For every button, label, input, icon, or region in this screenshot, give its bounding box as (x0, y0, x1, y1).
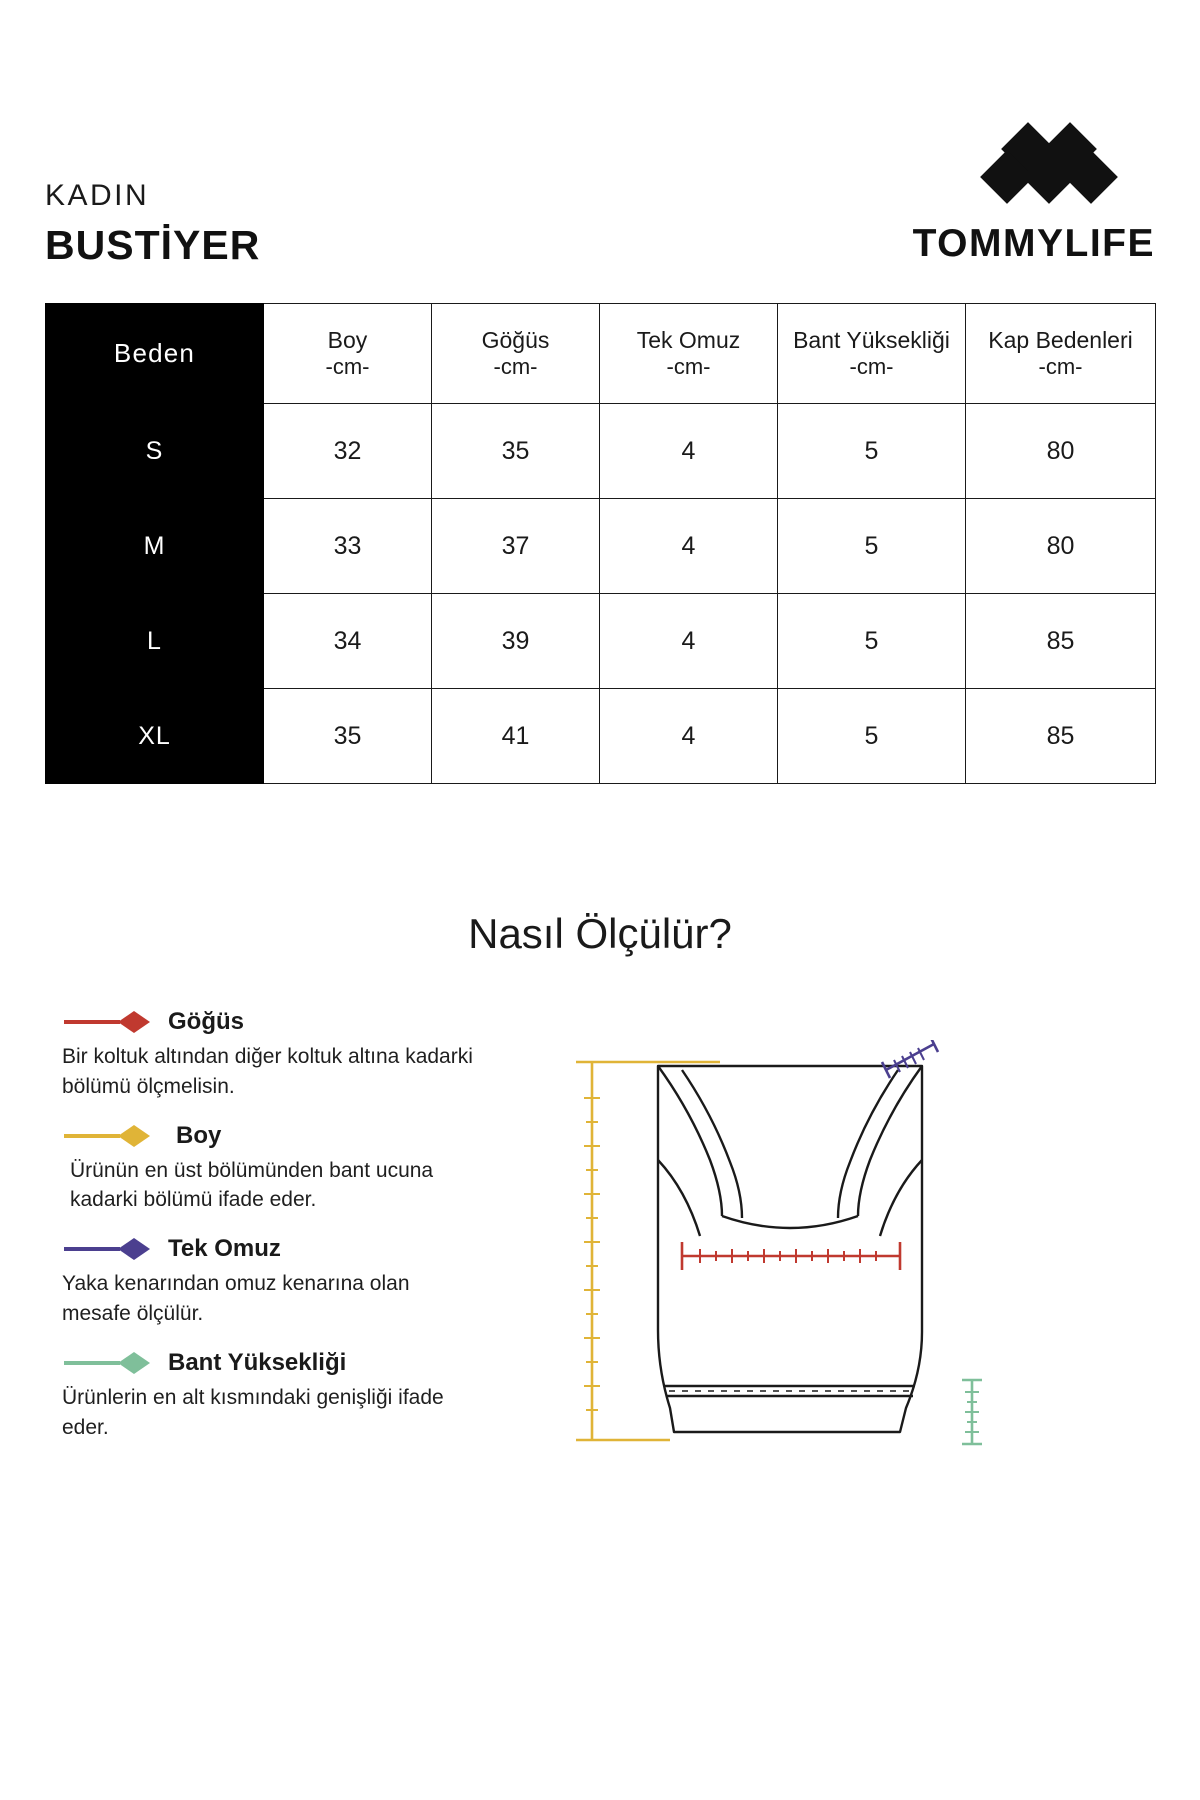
col-label: Göğüs (481, 326, 550, 353)
size-table (45, 303, 1156, 784)
four-diamonds-logo-icon (939, 128, 1129, 206)
legend-description: Bir koltuk altından diğer koltuk altına kadarki bölümü ölçmelisin. (62, 1045, 473, 1098)
cell-gogus: 35 (432, 404, 600, 499)
col-unit: -cm- (493, 354, 538, 380)
table-header-kap-bedenleri (966, 304, 1156, 404)
cell-kap: 85 (966, 689, 1156, 784)
bant-yuksekligi-ruler (962, 1380, 982, 1444)
legend-description: Yaka kenarından omuz kenarına olan mesafe ölçülür. (62, 1272, 410, 1326)
gogus-horizontal-ruler (682, 1242, 900, 1270)
arrow-diamond-icon (62, 1350, 158, 1376)
title-block (45, 181, 260, 266)
col-label: Kap Bedenleri (988, 326, 1133, 353)
legend-item-tek-omuz (62, 1235, 582, 1329)
cell-size: L (46, 594, 264, 689)
cell-size: S (46, 404, 264, 499)
legend-description: Ürünlerin en alt kısmındaki genişliği ifade eder. (62, 1385, 444, 1439)
col-unit: -cm- (849, 354, 894, 380)
cell-bant: 5 (778, 404, 966, 499)
brand-name: TOMMYLIFE (912, 222, 1155, 265)
legend-label: Göğüs (168, 1008, 244, 1035)
table-header-row (46, 304, 1156, 404)
cell-bant: 5 (778, 594, 966, 689)
table-header-beden: Beden (46, 304, 264, 404)
product-title: BUSTİYER (45, 222, 261, 268)
cell-bant: 5 (778, 689, 966, 784)
cell-size: XL (46, 689, 264, 784)
cell-boy: 35 (264, 689, 432, 784)
how-to-measure-title: Nasıl Ölçülür? (468, 910, 732, 957)
cell-gogus: 37 (432, 499, 600, 594)
legend-item-boy (62, 1122, 582, 1216)
garment-svg (570, 1040, 1130, 1520)
arrow-diamond-icon (62, 1009, 158, 1035)
legend-label: Boy (176, 1121, 222, 1149)
sports-bra-measurement-diagram (570, 1040, 1130, 1520)
cell-gogus: 41 (432, 689, 600, 784)
arrow-diamond-icon (62, 1123, 158, 1149)
table-header-gogus (432, 304, 600, 404)
legend-item-gogus (62, 1008, 582, 1102)
tek-omuz-ruler (882, 1040, 938, 1078)
legend-label: Bant Yüksekliği (168, 1348, 347, 1376)
legend-head (62, 1122, 582, 1150)
legend-head (62, 1008, 582, 1036)
cell-bant: 5 (778, 499, 966, 594)
cell-kap: 80 (966, 404, 1156, 499)
cell-boy: 33 (264, 499, 432, 594)
legend-item-bant-yuksekligi (62, 1349, 582, 1443)
cell-boy: 34 (264, 594, 432, 689)
table-header-bant-yuksekligi (778, 304, 966, 404)
boy-vertical-ruler (576, 1062, 720, 1440)
arrow-diamond-icon (62, 1236, 158, 1262)
table-row (46, 689, 1156, 784)
document-header (45, 128, 1155, 266)
col-unit: -cm- (325, 354, 370, 380)
legend-head (62, 1235, 582, 1263)
col-label: Tek Omuz (636, 326, 741, 353)
table-row (46, 594, 1156, 689)
col-unit: -cm- (1038, 354, 1083, 380)
cell-tek-omuz: 4 (600, 594, 778, 689)
col-label: Bant Yüksekliği (793, 326, 950, 353)
table-row (46, 499, 1156, 594)
legend-head (62, 1349, 582, 1377)
cell-kap: 80 (966, 499, 1156, 594)
brand-block (913, 128, 1155, 266)
cell-kap: 85 (966, 594, 1156, 689)
size-table-wrapper (45, 303, 1155, 784)
cell-size: M (46, 499, 264, 594)
cell-tek-omuz: 4 (600, 404, 778, 499)
cell-boy: 32 (264, 404, 432, 499)
cell-tek-omuz: 4 (600, 499, 778, 594)
table-row (46, 404, 1156, 499)
legend-label: Tek Omuz (168, 1235, 281, 1263)
col-unit: -cm- (666, 354, 711, 380)
cell-tek-omuz: 4 (600, 689, 778, 784)
garment-outline (658, 1066, 922, 1432)
measure-legend (62, 1008, 582, 1463)
cell-gogus: 39 (432, 594, 600, 689)
table-header-boy (264, 304, 432, 404)
category-title: KADIN (45, 179, 150, 212)
legend-description: Ürünün en üst bölümünden bant ucuna kadarki bölümü ifade eder. (70, 1158, 434, 1212)
table-header-tek-omuz (600, 304, 778, 404)
col-label: Boy (327, 326, 368, 353)
